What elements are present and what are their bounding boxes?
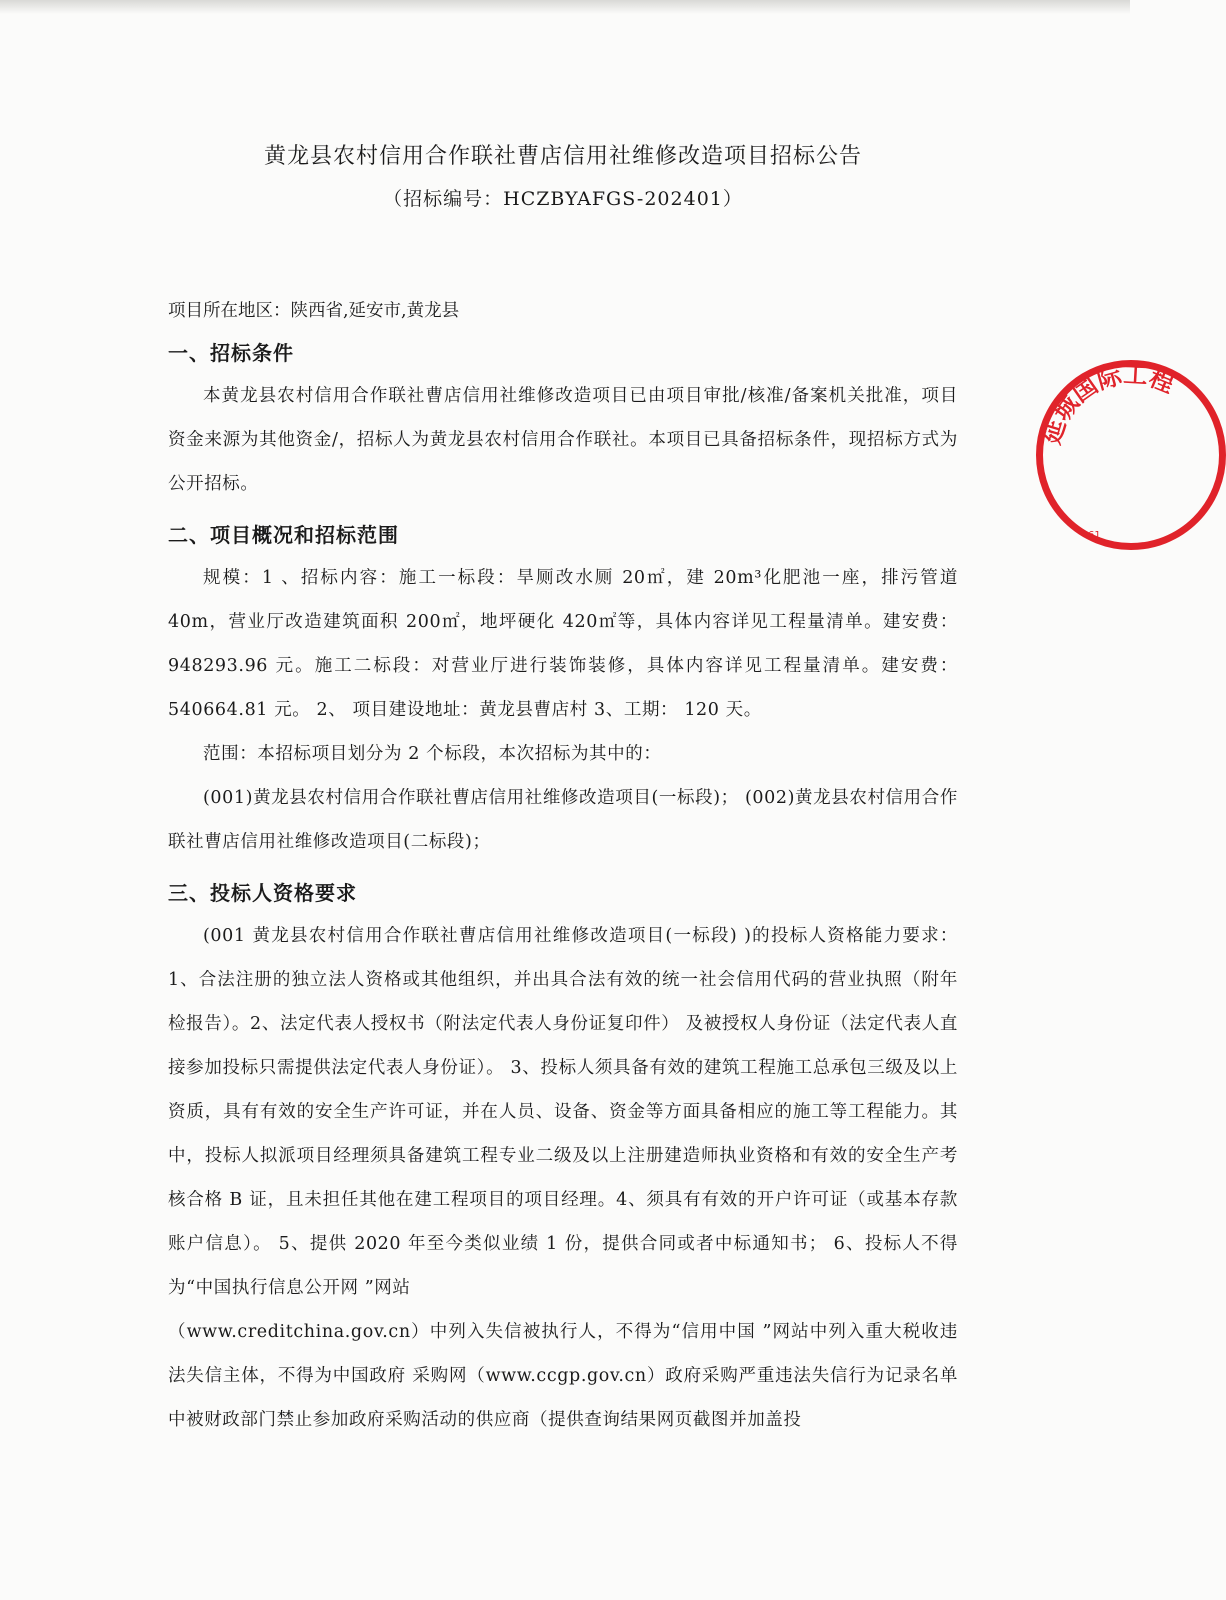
section-paragraph: (001 黄龙县农村信用合作联社曹店信用社维修改造项目(一标段) )的投标人资格能力要求：1、合法注册的独立法人资格或其他组织，并出具合法有效的统一社会信用代码的营业执照（附年检报告）。2、法定代表人授权书（附法定代表人身份证复印件） 及被授权人身份证（法定代表人直接参加投标只需提供法定代表人身份证）。 3、投标人须具备有效的建筑工程施工总承包三级及以上资质，具有有效的安全生产许可证，并在人员、设备、资金等方面具备相应的施工等工程能力。其中，投标人拟派项目经理须具备建筑工程专业二级及以上注册建造师执业资格和有效的安全生产考核合格 B 证，且未担任其他在建工程项目的项目经理。4、须具有有效的开户许可证（或基本存款账户信息）。 5、提供 2020 年至今类似业绩 1 份，提供合同或者中标通知书； 6、投标人不得为“中国执行信息公开网 ”网站 xyxy=(168,926,958,1298)
section-heading-project-overview: 二、项目概况和招标范围 xyxy=(168,523,399,547)
section-heading-bidder-qualification: 三、投标人资格要求 xyxy=(168,881,357,905)
section-paragraph: (001)黄龙县农村信用合作联社曹店信用社维修改造项目(一标段)； (002)黄龙县农村信用合作联社曹店信用社维修改造项目(二标段)； xyxy=(168,788,958,852)
seal-number: 61 xyxy=(1088,530,1101,541)
section-paragraph: （www.creditchina.gov.cn）中列入失信被执行人，不得为“信用中国 ”网站中列入重大税收违法失信主体，不得为中国政府 采购网（www.ccgp.gov.cn）政府采购严重违法失信行为记录名单中被财政部门禁止参加政府采购活动的供应商（提供查询结果网页截图并加盖投 xyxy=(168,1322,958,1430)
seal-graphic xyxy=(1036,360,1226,550)
section-paragraph: 规模：1 、招标内容：施工一标段：旱厕改水厕 20㎡，建 20m³化肥池一座，排污管道 40m，营业厅改造建筑面积 200㎡，地坪硬化 420㎡等，具体内容详见工程量清单。建安费：948293.96 元。施工二标段：对营业厅进行装饰装修，具体内容详见工程量清单。建安费：540664.81 元。 2、 项目建设地址：黄龙县曹店村 3、工期： 120 天。 xyxy=(168,568,958,720)
scan-edge xyxy=(0,0,1130,14)
seal-text: 延城国际工程 xyxy=(1037,360,1178,448)
section-paragraph: 本黄龙县农村信用合作联社曹店信用社维修改造项目已由项目审批/核准/备案机关批准，项目资金来源为其他资金/，招标人为黄龙县农村信用合作联社。本项目已具备招标条件，现招标方式为公开招标。 xyxy=(168,386,958,494)
section-heading-bid-conditions: 一、招标条件 xyxy=(168,341,294,365)
section-paragraph: 范围：本招标项目划分为 2 个标段，本次招标为其中的： xyxy=(203,744,662,764)
project-location: 项目所在地区：陕西省,延安市,黄龙县 xyxy=(168,301,460,321)
company-seal-stamp xyxy=(1036,360,1226,550)
document-title: 黄龙县农村信用合作联社曹店信用社维修改造项目招标公告 xyxy=(263,144,862,169)
svg-text:延城国际工程 xyxy=(1038,360,1178,447)
tender-number: （招标编号：HCZBYAFGS-202401） xyxy=(383,188,743,210)
document-body xyxy=(168,140,958,1442)
